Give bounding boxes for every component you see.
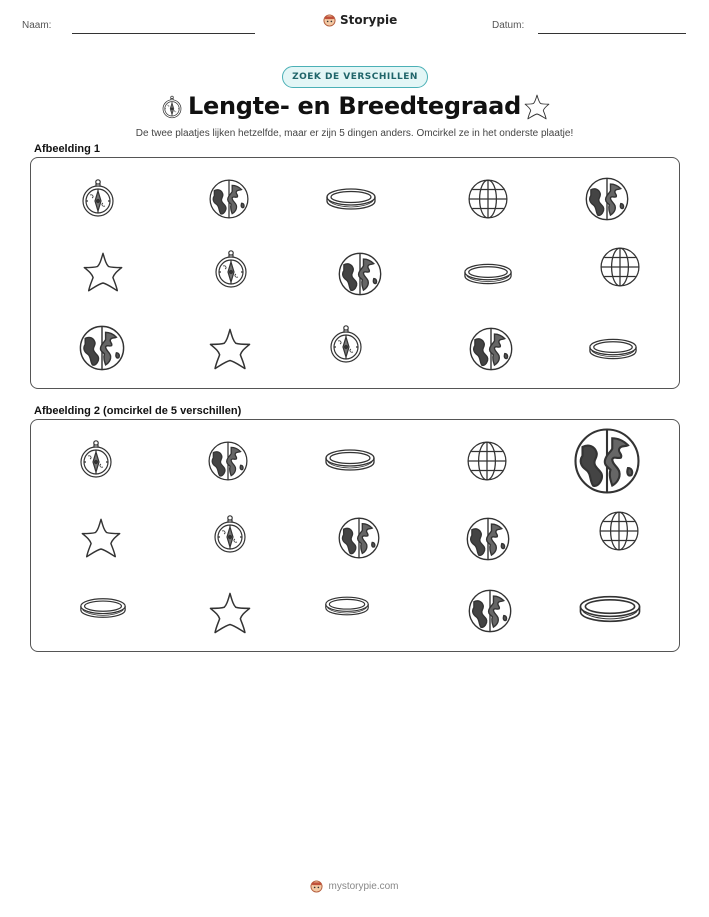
picture-2-panel	[30, 419, 680, 652]
earth-globe-icon[interactable]	[207, 440, 249, 482]
wire-globe-icon[interactable]	[466, 440, 508, 482]
date-line[interactable]	[538, 33, 686, 34]
pie-mascot-icon	[323, 14, 336, 27]
starfish-icon	[523, 93, 551, 121]
earth-globe-icon	[78, 324, 126, 372]
brand-name: Storypie	[340, 13, 398, 27]
ring-icon[interactable]	[578, 592, 642, 626]
footer-url[interactable]: mystorypie.com	[328, 881, 399, 892]
earth-globe-icon[interactable]	[467, 588, 513, 634]
starfish-icon[interactable]	[207, 590, 253, 636]
picture-1-label: Afbeelding 1	[34, 143, 101, 155]
picture-1-panel	[30, 157, 680, 389]
compass-icon	[211, 244, 251, 294]
activity-badge: ZOEK DE VERSCHILLEN	[282, 66, 428, 88]
ring-icon	[588, 336, 638, 362]
instructions: De twee plaatjes lijken hetzelfde, maar er zijn 5 dingen anders. Omcirkel ze in het onderste plaatje!	[135, 128, 574, 139]
ring-icon[interactable]	[324, 447, 376, 473]
pie-mascot-icon	[310, 880, 323, 893]
earth-globe-icon	[337, 251, 383, 297]
earth-globe-icon[interactable]	[337, 516, 381, 560]
wire-globe-icon[interactable]	[598, 510, 640, 552]
name-label: Naam:	[22, 20, 52, 31]
ring-icon	[325, 186, 377, 212]
wire-globe-icon	[467, 178, 509, 220]
ring-icon	[463, 261, 513, 287]
page-title: Lengte- en Breedtegraad	[188, 92, 521, 120]
ring-icon[interactable]	[324, 594, 370, 618]
footer	[0, 880, 709, 893]
starfish-icon[interactable]	[79, 516, 123, 560]
earth-globe-icon[interactable]	[465, 516, 511, 562]
compass-icon[interactable]	[76, 436, 116, 482]
earth-globe-icon	[208, 178, 250, 220]
ring-icon[interactable]	[79, 596, 127, 620]
earth-globe-icon	[584, 176, 630, 222]
wire-globe-icon	[599, 246, 641, 288]
name-line[interactable]	[72, 33, 255, 34]
earth-globe-icon	[468, 326, 514, 372]
starfish-icon	[207, 326, 253, 372]
starfish-icon	[81, 250, 125, 294]
compass-icon[interactable]	[210, 509, 250, 559]
storypie-logo	[323, 13, 397, 27]
compass-icon	[78, 175, 118, 221]
picture-2-label: Afbeelding 2 (omcirkel de 5 verschillen)	[34, 405, 242, 417]
earth-globe-icon[interactable]	[572, 426, 642, 496]
date-label: Datum:	[492, 20, 525, 31]
compass-icon	[326, 320, 366, 368]
